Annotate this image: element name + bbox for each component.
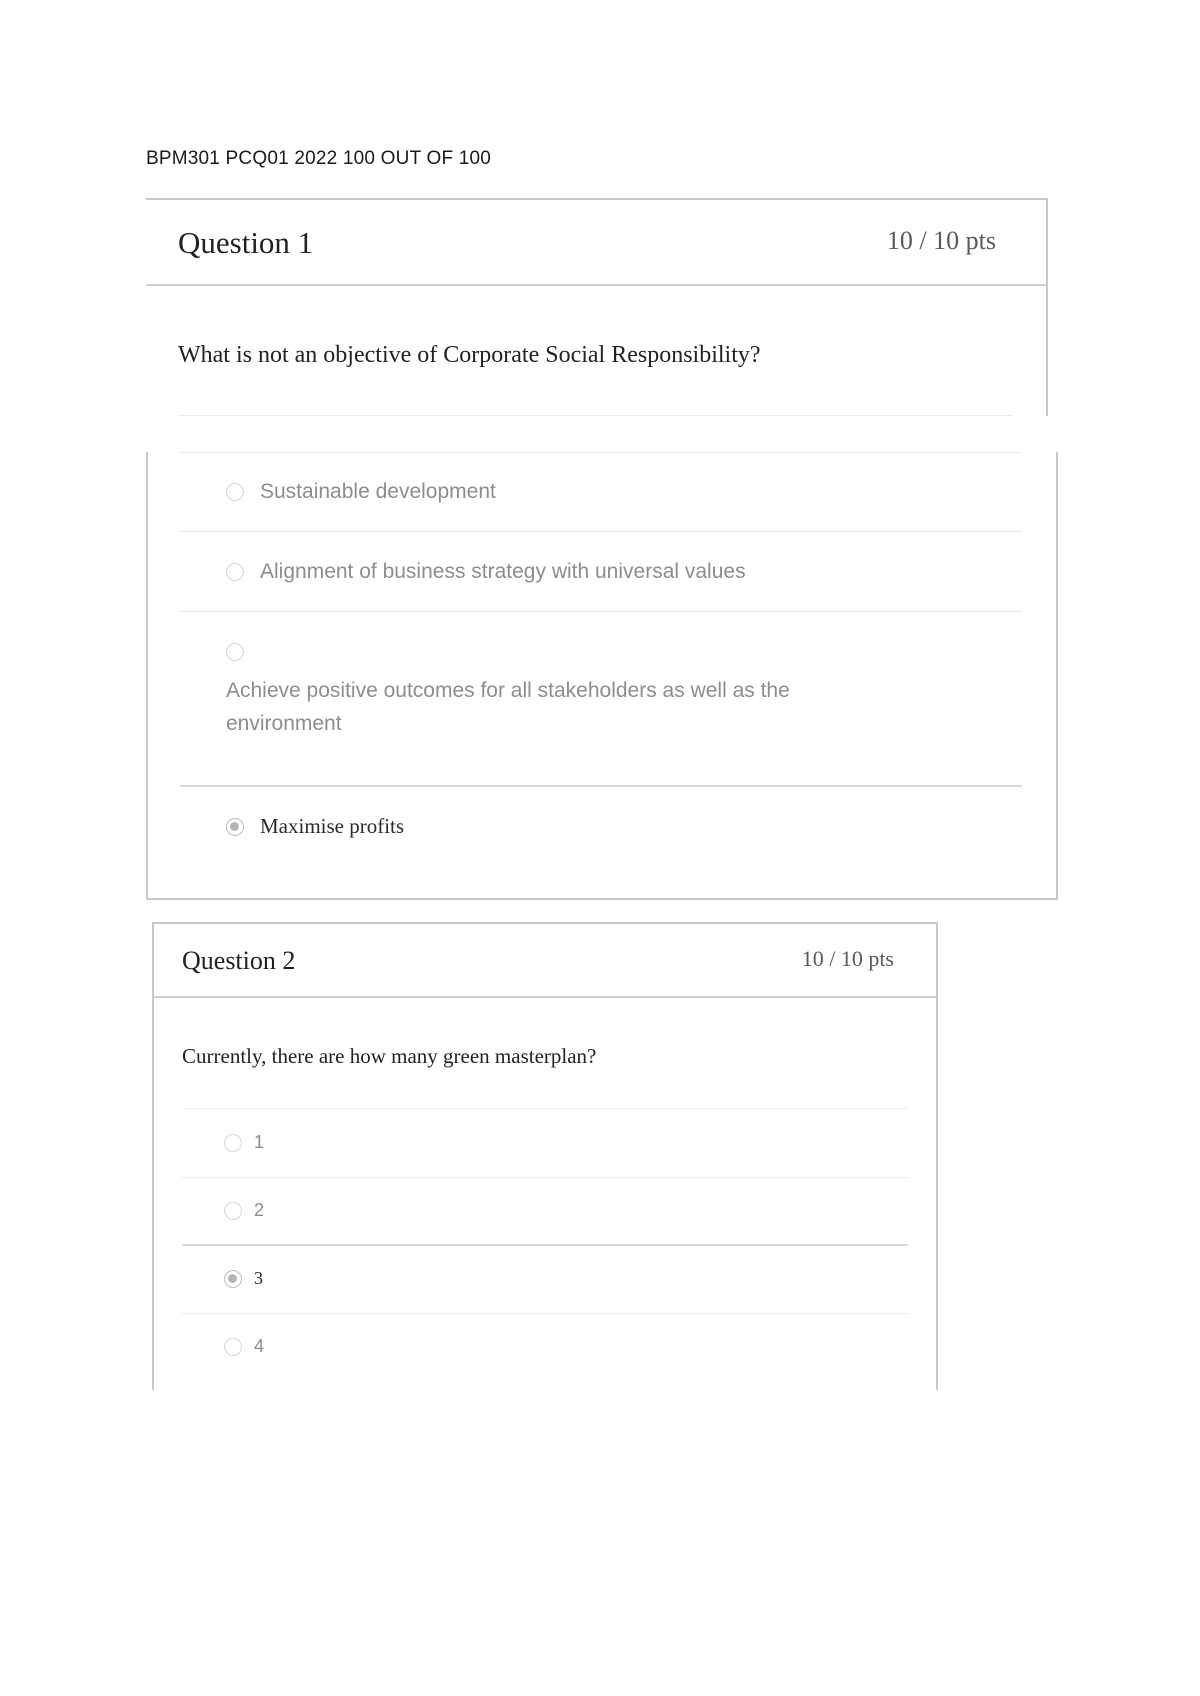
answer-label: 2 — [254, 1200, 265, 1220]
divider — [178, 415, 1012, 416]
answer-label: Alignment of business strategy with universal values — [260, 560, 746, 583]
radio-button-checked[interactable] — [226, 818, 244, 836]
question-points: 10 / 10 pts — [886, 226, 996, 255]
answer-option[interactable] — [182, 1110, 908, 1178]
divider — [182, 1108, 908, 1109]
question-1-header — [146, 200, 1046, 286]
answer-option[interactable] — [182, 1178, 908, 1246]
answer-label: Maximise profits — [260, 814, 405, 838]
radio-button[interactable] — [226, 563, 244, 581]
question-2-card — [152, 922, 938, 1390]
question-1-answers — [146, 452, 1058, 900]
answer-option[interactable] — [180, 612, 1022, 787]
answer-option[interactable] — [180, 532, 1022, 612]
answer-label: 3 — [254, 1268, 263, 1288]
question-text: Currently, there are how many green masterplan? — [182, 1044, 597, 1068]
question-title: Question 2 — [182, 946, 296, 975]
radio-button[interactable] — [224, 1338, 242, 1356]
answer-option[interactable] — [180, 452, 1022, 532]
radio-button[interactable] — [224, 1134, 242, 1152]
question-points: 10 / 10 pts — [801, 946, 894, 971]
answer-option[interactable] — [182, 1314, 908, 1382]
document-title: BPM301 PCQ01 2022 100 OUT OF 100 — [146, 148, 492, 169]
question-1-card — [146, 198, 1048, 416]
answer-label: Sustainable development — [260, 480, 496, 503]
answer-option-selected[interactable] — [182, 1246, 908, 1314]
radio-button[interactable] — [224, 1202, 242, 1220]
radio-button[interactable] — [226, 483, 244, 501]
radio-button[interactable] — [226, 643, 244, 661]
answer-option-selected[interactable] — [180, 787, 1022, 877]
question-text: What is not an objective of Corporate Social Responsibility? — [178, 342, 761, 368]
answer-label: 1 — [254, 1132, 265, 1152]
answer-label: 4 — [254, 1336, 265, 1356]
radio-button-checked[interactable] — [224, 1270, 242, 1288]
answer-label: Achieve positive outcomes for all stakeholders as well as the environment — [226, 679, 790, 735]
question-2-header — [154, 924, 936, 998]
question-title: Question 1 — [178, 225, 314, 260]
